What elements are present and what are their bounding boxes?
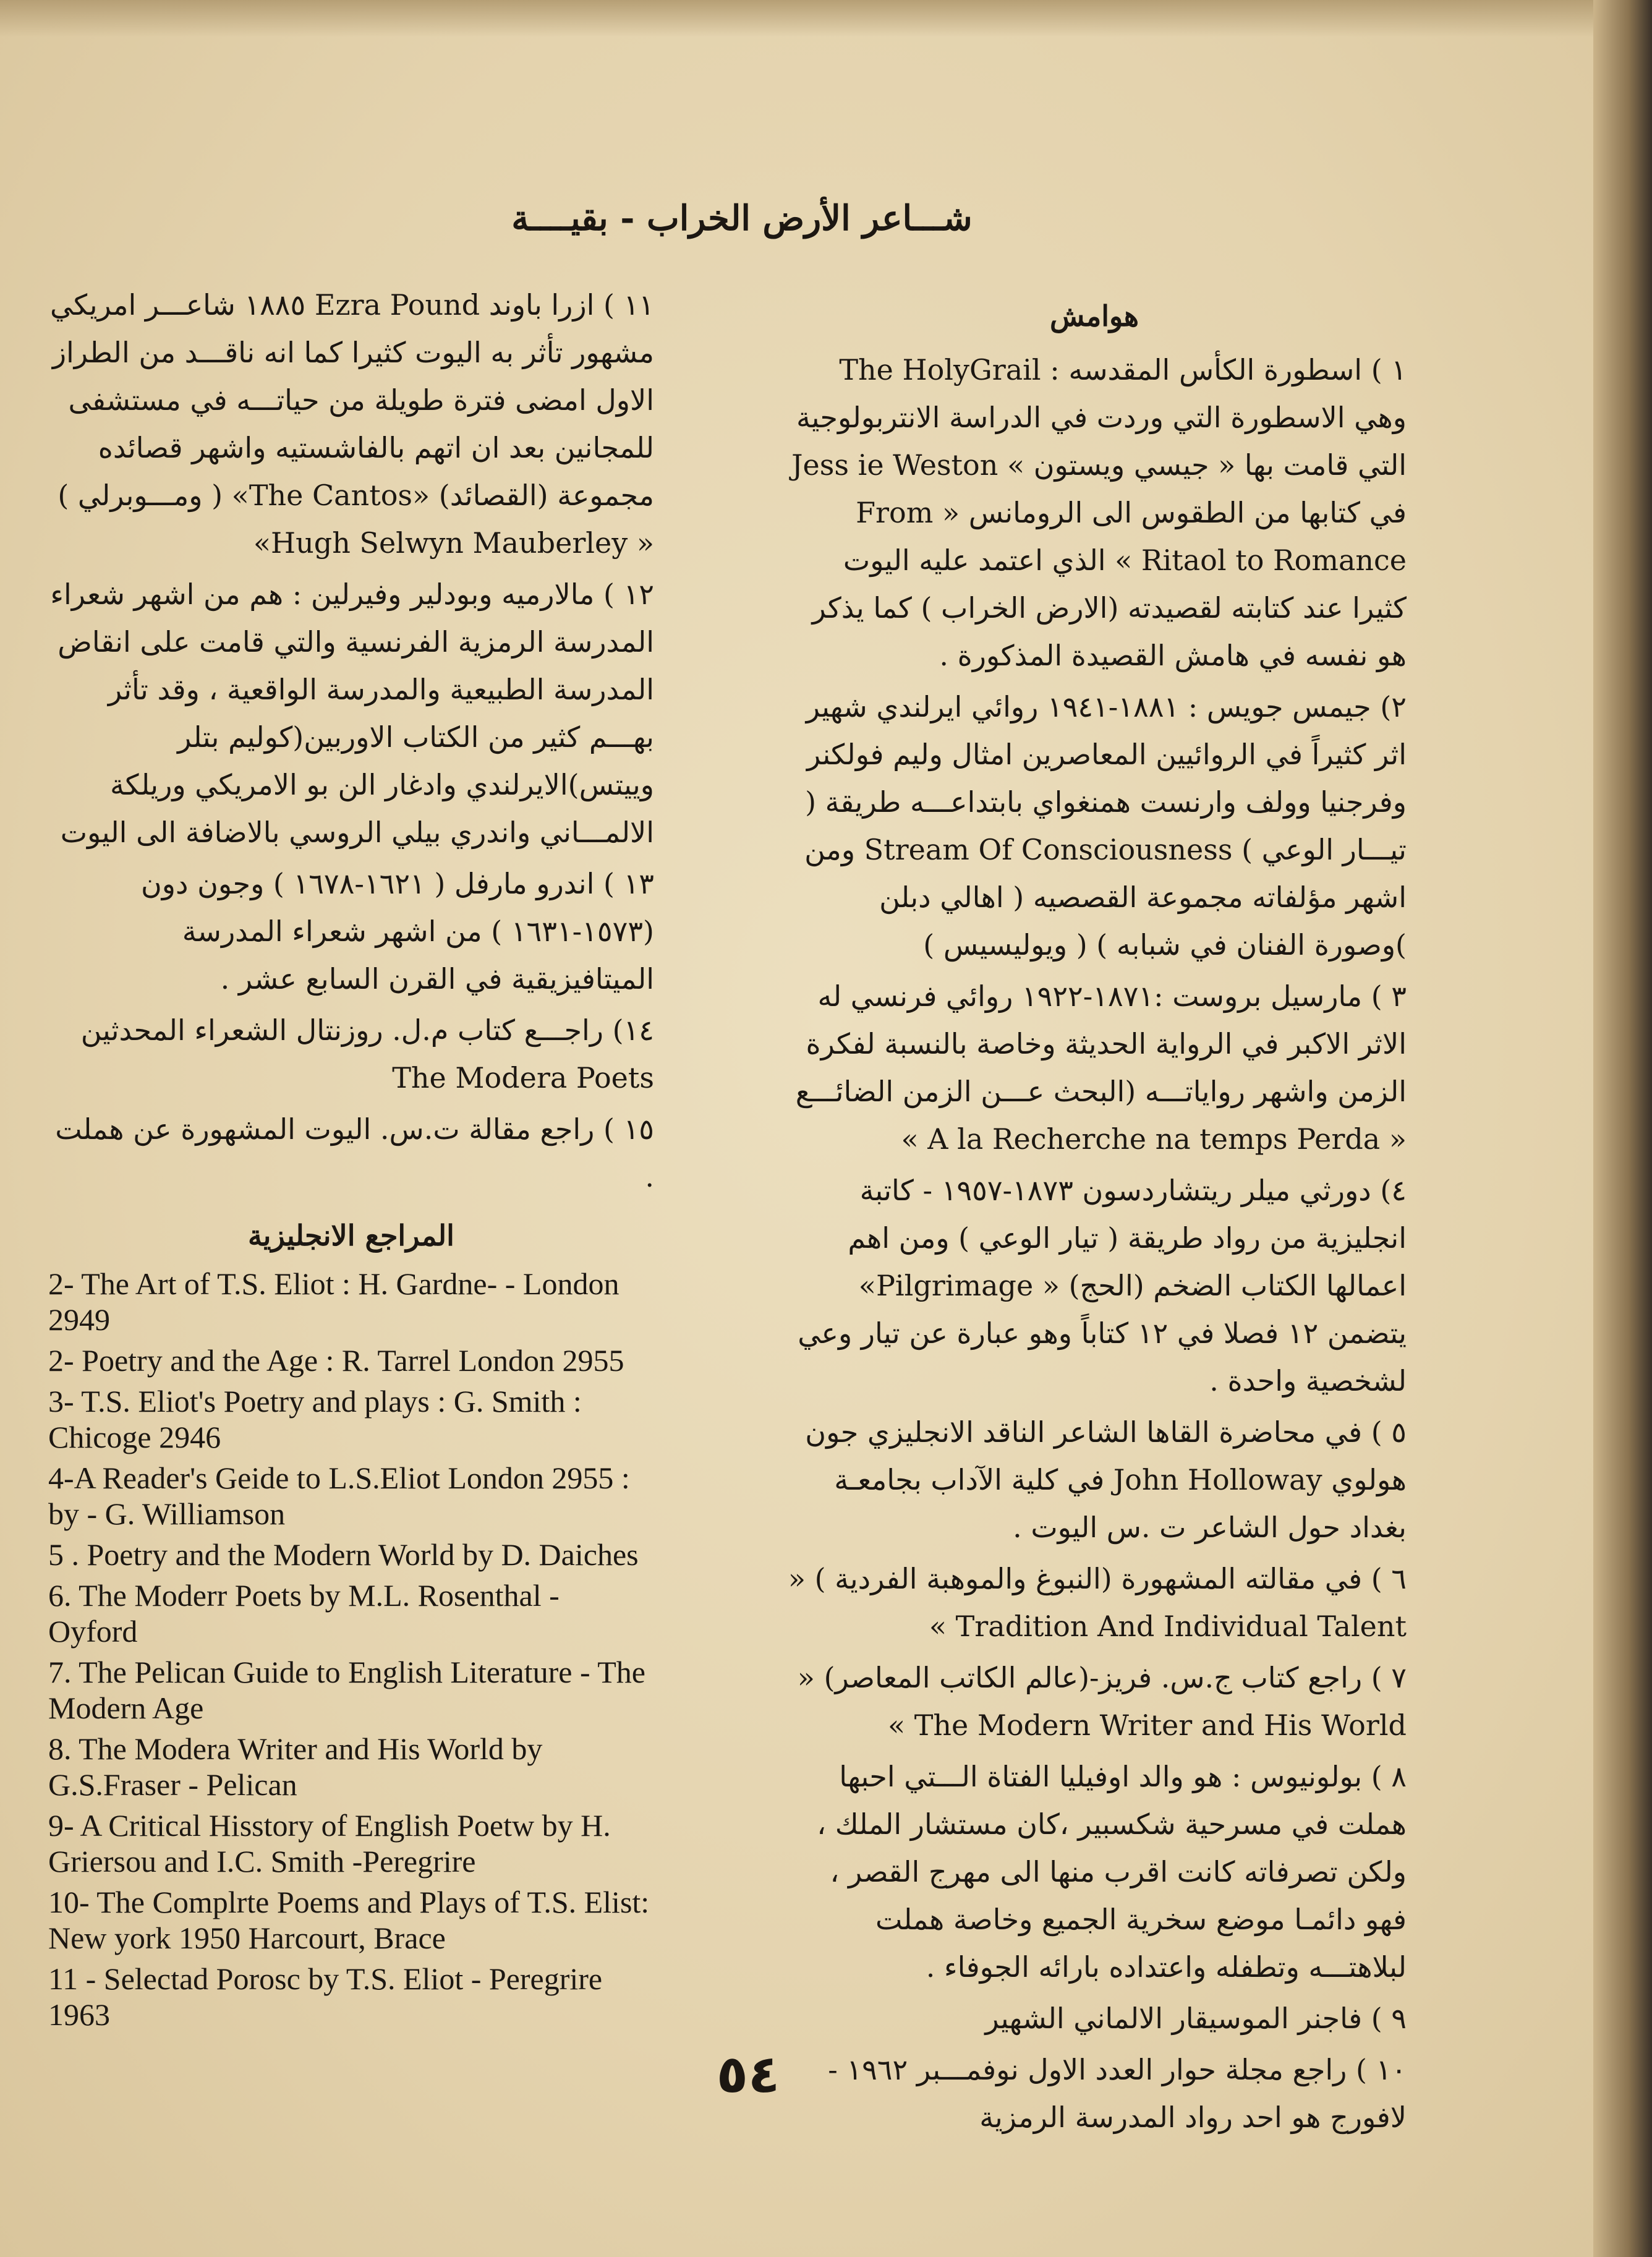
footnote-3: ٣ ) مارسيل بروست :١٨٧١-١٩٢٢ روائي فرنسي له الاثر الاكبر في الرواية الحديثة وخاصة بالنسبة لفكرة الزمن واشهر رواياتـــه (البحث عـــن الزمن الضائـــع « A la Recherche na temps Perda » [795,979,1407,1156]
reference-item: 2- Poetry and the Age : R. Tarrel London 2955 [48,1343,624,1378]
reference-item: 11 - Selectad Porosc by T.S. Eliot - Peregrire 1963 [48,1961,603,2032]
reference-item: 10- The Complrte Poems and Plays of T.S. Elist: New york 1950 Harcourt, Brace [48,1885,650,1955]
footnote-5: ٥ ) في محاضرة القاها الشاعر الناقد الانجليزي جون هولوي John Holloway في كلية الآداب بجامعـة بغداد حول الشاعر ت .س اليوت . [805,1415,1407,1544]
book-spine-edge [1593,0,1652,2257]
references-title: المراجع الانجليزية [248,1219,454,1252]
footnote-7: ٧ ) راجع كتاب ج.س. فريز-(عالم الكاتب المعاصر) « The Modern Writer and His World » [797,1661,1407,1742]
footnote-10: ١٠ ) راجع مجلة حوار العدد الاول نوفمـــبر ١٩٦٢ - لافورج هو احد رواد المدرسة الرمزية [828,2053,1407,2134]
footnote-4: ٤) دورثي ميلر ريتشاردسون ١٨٧٣-١٩٥٧ - كاتبة انجليزية من رواد طريقة ( تيار الوعي ) ومن اهم اعمالها الكتاب الضخم (الحج) « Pilgrimage» يتضمن ١٢ فصلا في ١٢ كتاباً وهو عبارة عن تيار وعي لشخصية واحدة . [798,1174,1407,1397]
page-number: ٥٤ [716,2044,780,2104]
reference-item: 6. The Moderr Poets by M.L. Rosenthal - Oyford [48,1578,560,1649]
footnote-1: ١ ) اسطورة الكأس المقدسه : The HolyGrail وهي الاسطورة التي وردت في الدراسة الانتربولوجية التي قامت بها « جيسي ويستون » Jess ie Weston في كتابها من الطقوس الى الرومانس « From Ritaol to Romance » الذي اعتمد عليه اليوت كثيرا عند كتابته لقصيدته (الارض الخراب ) كما يذكر هو نفسه في هامش القصيدة المذكورة . [791,353,1407,672]
reference-item: 8. The Modera Writer and His World by G.S.Fraser - Pelican [48,1731,543,1802]
footnotes-title: هوامش [1049,299,1139,333]
footnote-15: ١٥ ) راجع مقالة ت.س. اليوت المشهورة عن هملت . [55,1112,654,1193]
footnote-12: ١٢ ) مالارميه وبودلير وفيرلين : هم من اشهر شعراء المدرسة الرمزية الفرنسية والتي قامت على انقاض المدرسة الطبيعية والمدرسة الواقعية ، وقد تأثر بهـــم كثير من الكتاب الاوربين(كوليم بتلر وييتس)الايرلندي وادغار الن بو الامريكي وريلكة الالمـــاني واندري بيلي الروسي بالاضافة الى اليوت [50,578,654,849]
footnote-6: ٦ ) في مقالته المشهورة (النبوغ والموهبة الفردية ) « Tradition And Individual Talent » [788,1562,1407,1643]
reference-item: 2- The Art of T.S. Eliot : H. Gardne- - London 2949 [48,1266,620,1337]
reference-item: 5 . Poetry and the Modern World by D. Daiches [48,1537,639,1572]
footnotes-column-left [48,281,654,2037]
footnote-2: ٢) جيمس جويس : ١٨٨١-١٩٤١ روائي ايرلندي شهير اثر كثيراً في الروائيين المعاصرين امثال وليم فولكنر وفرجنيا وولف وارنست همنغواي بابتداعـــه طريقة ( تيـــار الوعي ) Stream Of Consciousness ومن اشهر مؤلفاته مجموعة القصصيه ( اهالي دبلن )وصورة الفنان في شبابه ) ( ويوليسيس ) [804,690,1407,962]
page-header: شـــاعر الأرض الخراب - بقيــــة [511,198,973,239]
reference-item: 9- A Critical Hisstory of English Poetw by H. Griersou and I.C. Smith -Peregrire [48,1808,611,1879]
footnote-14: ١٤) راجـــع كتاب م.ل. روزنتال الشعراء المحدثين The Modera Poets [80,1013,654,1094]
footnote-13: ١٣ ) اندرو مارفل ( ١٦٢١-١٦٧٨ ) وجون دون (١٥٧٣-١٦٣١ ) من اشهر شعراء المدرسة الميتافيزيقية في القرن السابع عشر . [141,867,654,996]
footnotes-column-right [782,281,1407,2145]
page-top-edge [0,0,1652,37]
reference-item: 3- T.S. Eliot's Poetry and plays : G. Smith : Chicoge 2946 [48,1384,582,1454]
footnote-9: ٩ ) فاجنر الموسيقار الالماني الشهير [985,2002,1407,2035]
footnote-11: ١١ ) ازرا باوند Ezra Pound ١٨٨٥ شاعـــر امريكي مشهور تأثر به اليوت كثيرا كما انه ناقـــد من الطراز الاول امضى فترة طويلة من حياتـــه في مستشفى للمجانين بعد ان اتهم بالفاشستيه واشهر قصائده مجموعة (القصائد) «The Cantos» ( ومـــوبرلي ) « Hugh Selwyn Mauberley» [49,288,654,560]
footnote-8: ٨ ) بولونيوس : هو والد اوفيليا الفتاة الـــتي احبها هملت في مسرحية شكسبير ،كان مستشار الملك ، ولكن تصرفاته كانت اقرب منها الى مهرج القصر ، فهو دائمـا موضع سخرية الجميع وخاصة هملت لبلاهتـــه وتطفله واعتداده بارائه الجوفاء . [817,1760,1407,1984]
reference-item: 4-A Reader's Geide to L.S.Eliot London 2955 : by - G. Williamson [48,1461,630,1531]
reference-item: 7. The Pelican Guide to English Literature - The Modern Age [48,1655,645,1725]
